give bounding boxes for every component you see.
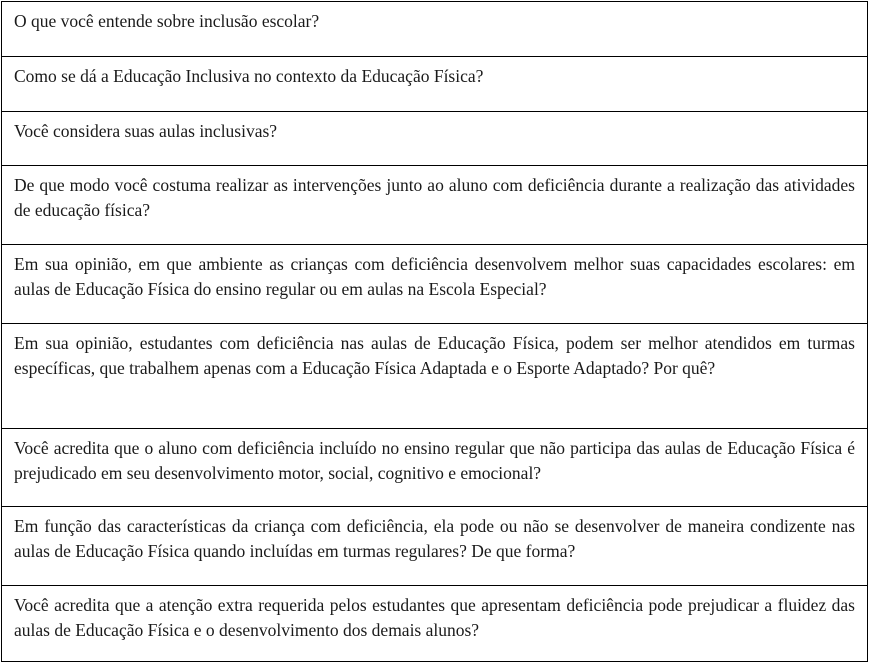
questions-table: [1, 1, 868, 662]
question-row: Em sua opinião, estudantes com deficiência nas aulas de Educação Física, podem ser melhor atendidos em turmas específicas, que trabalhem apenas com a Educação Física Adaptada e o Esporte Adaptado? Por quê?: [2, 323, 867, 428]
question-row: Em função das características da criança com deficiência, ela pode ou não se desenvolver de maneira condizente nas aulas de Educação Física quando incluídas em turmas regulares? De que forma?: [2, 506, 867, 585]
question-row: Como se dá a Educação Inclusiva no contexto da Educação Física?: [2, 56, 867, 111]
question-row: Você acredita que a atenção extra requerida pelos estudantes que apresentam deficiência pode prejudicar a fluidez das aulas de Educação Física e o desenvolvimento dos demais alunos?: [2, 585, 867, 661]
question-row: Você acredita que o aluno com deficiência incluído no ensino regular que não participa das aulas de Educação Física é prejudicado em seu desenvolvimento motor, social, cognitivo e emocional?: [2, 428, 867, 506]
question-row: Você considera suas aulas inclusivas?: [2, 111, 867, 165]
question-row: O que você entende sobre inclusão escolar?: [14, 11, 320, 31]
question-row: Em sua opinião, em que ambiente as crianças com deficiência desenvolvem melhor suas capacidades escolares: em aulas de Educação Física do ensino regular ou em aulas na Escola Especial?: [2, 244, 867, 323]
question-row: De que modo você costuma realizar as intervenções junto ao aluno com deficiência durante a realização das atividades de educação física?: [2, 165, 867, 244]
